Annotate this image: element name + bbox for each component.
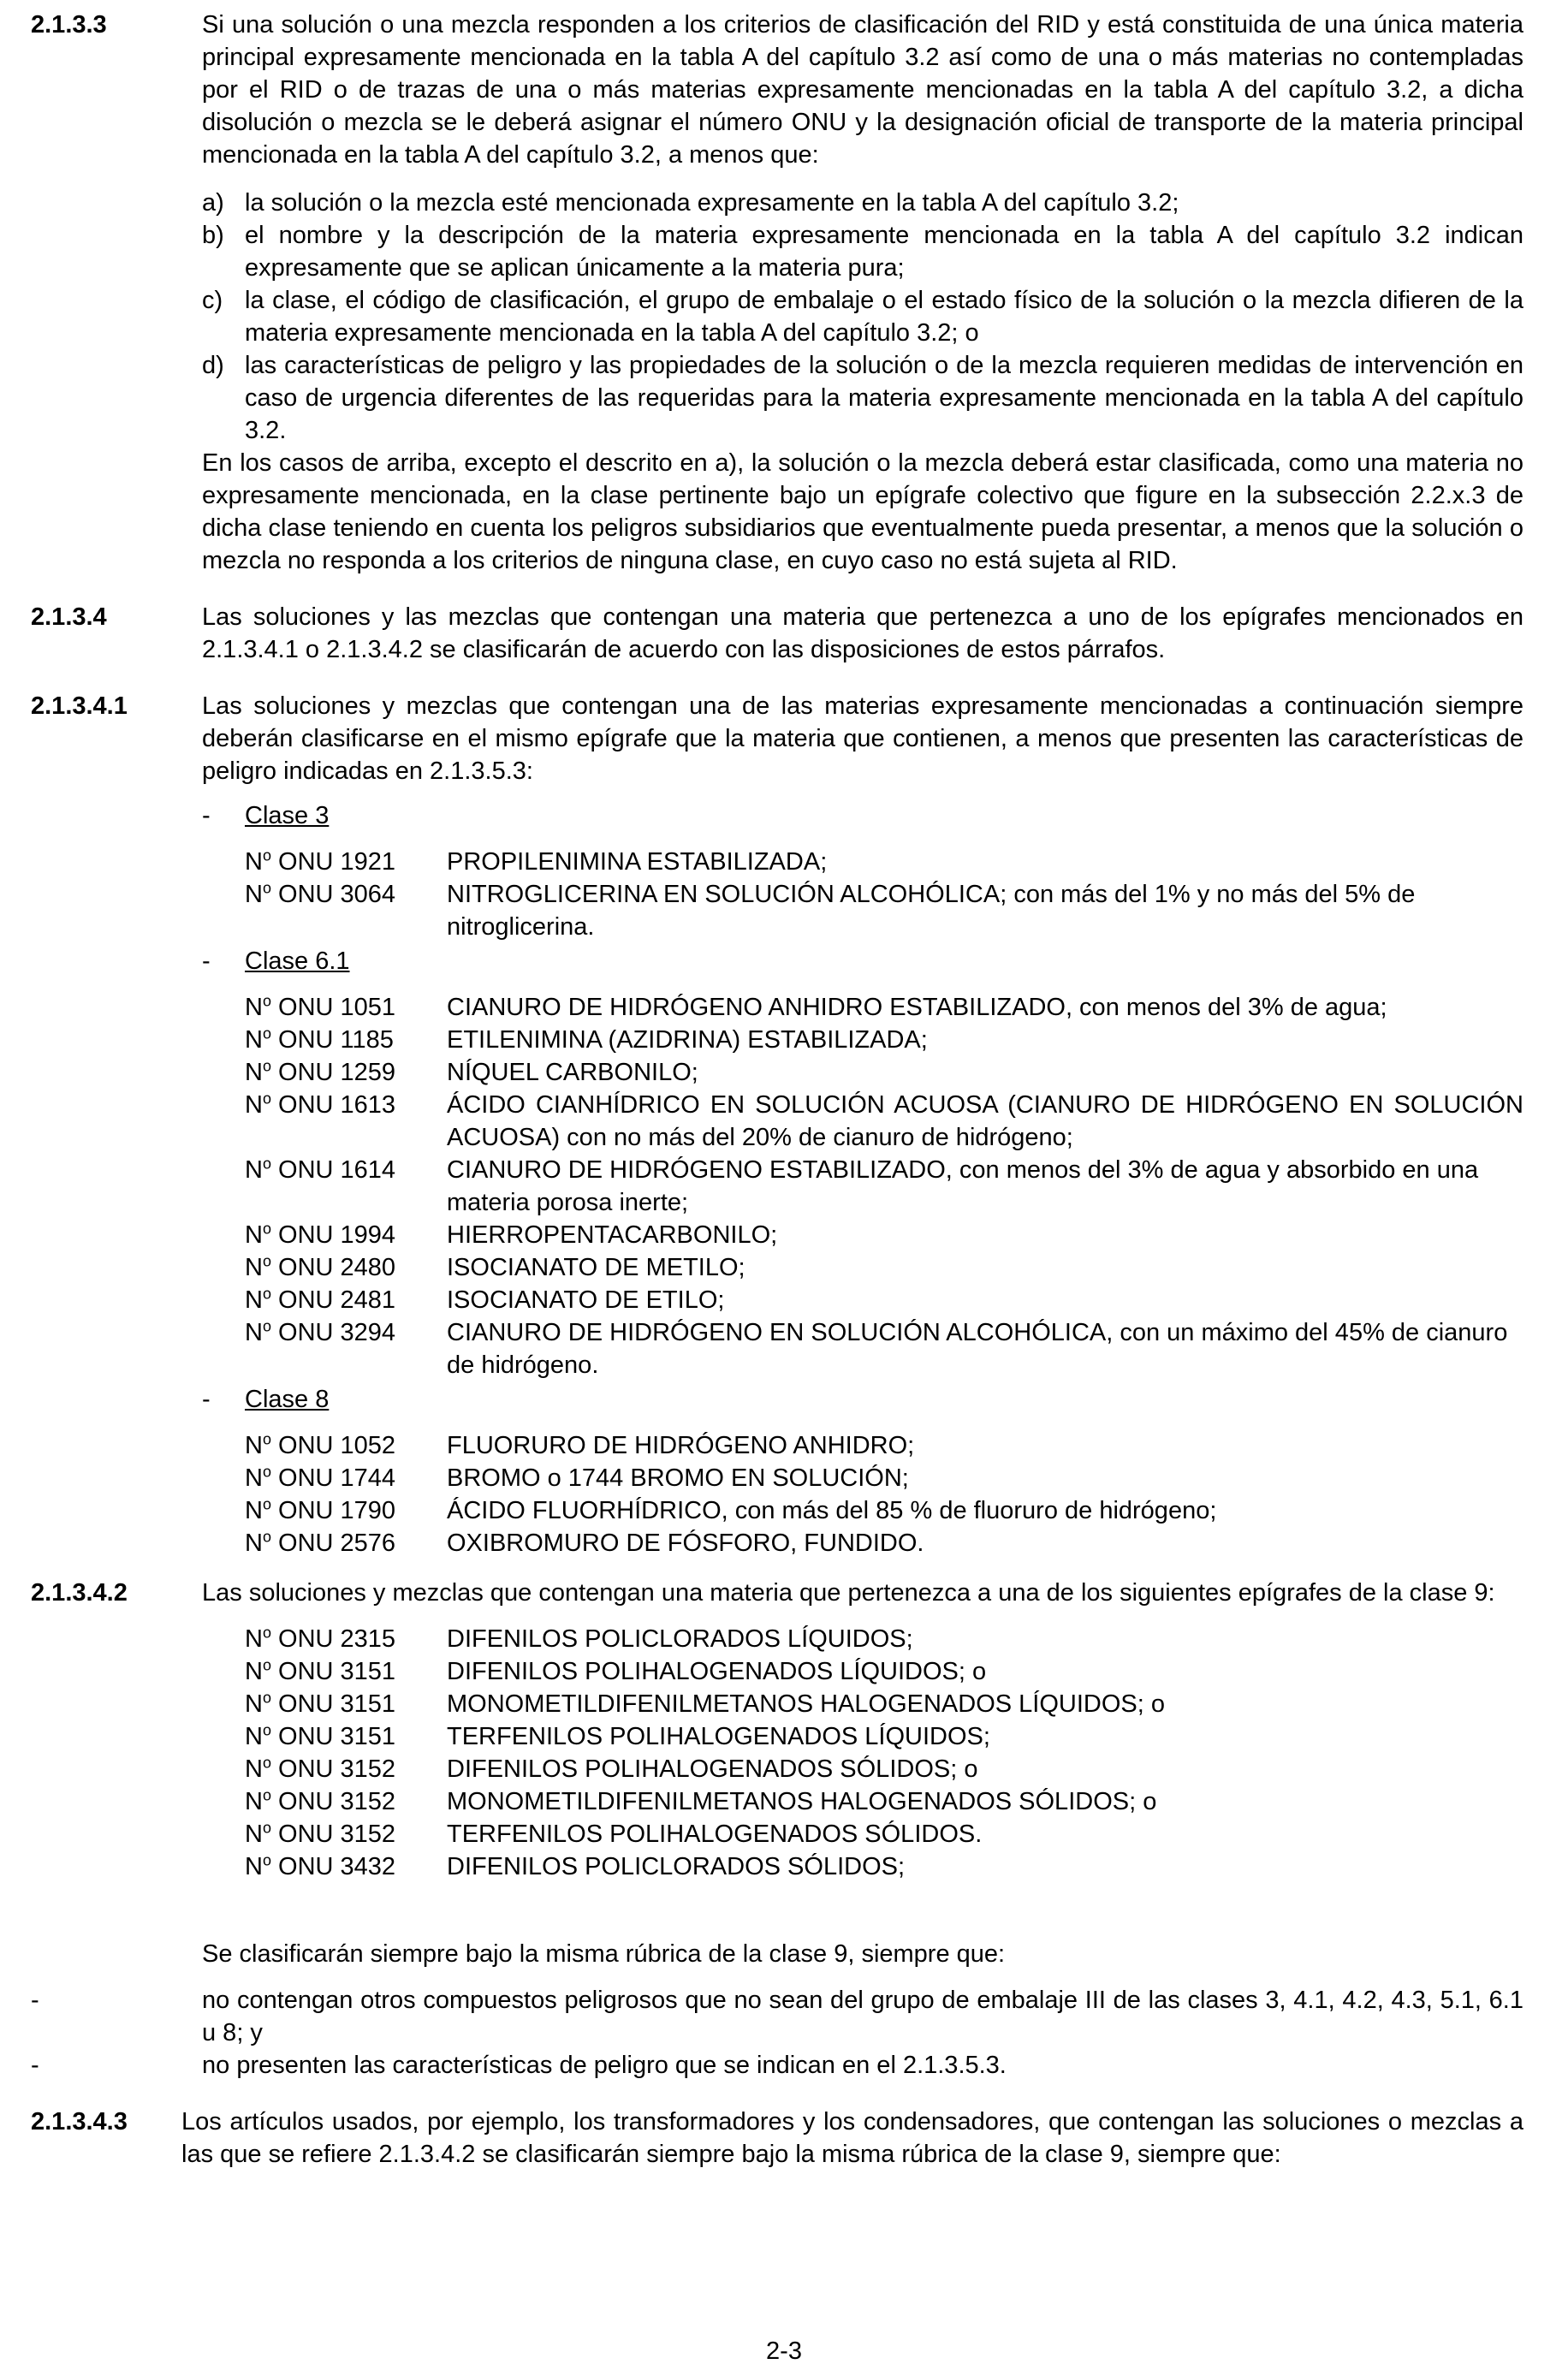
onu-entry: $N^o$ ONU 3152 TERFENILOS POLIHALOGENADOS SÓLIDOS. bbox=[245, 1819, 983, 1848]
list-item: c) la clase, el código de clasificación, el grupo de embalaje o el estado físico de la solución o la mezcla difieren de la materia expresamente mencionada en la tabla A del capítulo 3.2; o bbox=[202, 287, 1523, 347]
onu-entry: $N^o$ ONU 1613 ÁCIDO CIANHÍDRICO EN SOLUCIÓN ACUOSA (CIANURO DE HIDRÓGENO EN SOLUCIÓN ACUOSA) con no más del 20% de cianuro de hidrógeno; bbox=[245, 1090, 1523, 1151]
onu-entry: $N^o$ ONU 1921 PROPILENIMINA ESTABILIZADA; bbox=[245, 846, 828, 876]
class-heading: - Clase 3 bbox=[202, 802, 330, 829]
conditions-list bbox=[202, 187, 1523, 447]
onu-entry: $N^o$ ONU 3152 DIFENILOS POLIHALOGENADOS SÓLIDOS; o bbox=[245, 1754, 978, 1783]
section-2-1-3-4-2 bbox=[31, 1577, 1523, 1970]
list-item: b) el nombre y la descripción de la materia expresamente mencionada en la tabla A del capítulo 3.2 indican expresamente que se aplican únicamente a la materia pura; bbox=[202, 222, 1523, 282]
page-number: 2-3 bbox=[766, 2337, 802, 2365]
class-heading: - Clase 6.1 bbox=[202, 947, 350, 975]
onu-entry: $N^o$ ONU 1790 ÁCIDO FLUORHÍDRICO, con más del 85 % de fluoruro de hidrógeno; bbox=[245, 1495, 1217, 1524]
onu-entry: $N^o$ ONU 2576 OXIBROMURO DE FÓSFORO, FUNDIDO. bbox=[245, 1528, 924, 1557]
onu-entry: $N^o$ ONU 1185 ETILENIMINA (AZIDRINA) ESTABILIZADA; bbox=[245, 1025, 928, 1054]
section-2-1-3-4-1 bbox=[31, 690, 1523, 1559]
section-paragraph: Los artículos usados, por ejemplo, los transformadores y los condensadores, que contengan las soluciones o mezclas a las que se refiere 2.1.3.4.2 se clasificarán siempre bajo la misma rúbrica de la clase 9, siempre que: bbox=[181, 2108, 1523, 2168]
onu-entry: $N^o$ ONU 1744 BROMO o 1744 BROMO EN SOLUCIÓN; bbox=[245, 1463, 909, 1492]
onu-entry: $N^o$ ONU 2315 DIFENILOS POLICLORADOS LÍQUIDOS; bbox=[245, 1624, 913, 1653]
onu-entry: $N^o$ ONU 1614 CIANURO DE HIDRÓGENO ESTABILIZADO, con menos del 3% de agua y absorbido en una materia porosa inerte; bbox=[245, 1155, 1479, 1216]
section-paragraph: En los casos de arriba, excepto el descrito en a), la solución o la mezcla deberá estar clasificada, como una materia no expresamente mencionada, en la clase pertinente bajo un epígrafe colectivo que figure en la subsección 2.2.x.3 de dicha clase teniendo en cuenta los peligros subsidiarios que eventualmente pueda presentar, a menos que la solución o mezcla no responda a los criterios de ninguna clase, en cuyo caso no está sujeta al RID. bbox=[202, 449, 1523, 574]
onu-entry: $N^o$ ONU 1051 CIANURO DE HIDRÓGENO ANHIDRO ESTABILIZADO, con menos del 3% de agua; bbox=[245, 992, 1387, 1021]
onu-list-class-3 bbox=[245, 846, 1523, 943]
section-number: 2.1.3.4.3 bbox=[31, 2108, 128, 2135]
onu-entry: $N^o$ ONU 2480 ISOCIANATO DE METILO; bbox=[245, 1252, 745, 1281]
onu-entry: $N^o$ ONU 3151 DIFENILOS POLIHALOGENADOS LÍQUIDOS; o bbox=[245, 1656, 987, 1685]
onu-list-class-8 bbox=[245, 1429, 1523, 1559]
section-number: 2.1.3.4.2 bbox=[31, 1579, 128, 1607]
onu-list-class-6-1 bbox=[245, 991, 1523, 1381]
section-number: 2.1.3.4.1 bbox=[31, 692, 128, 720]
section-2-1-3-3 bbox=[31, 9, 1523, 577]
list-item: d) las características de peligro y las propiedades de la solución o de la mezcla requieren medidas de intervención en caso de urgencia diferentes de las requeridas para la materia expresamente mencionada en la tabla A del capítulo 3.2. bbox=[202, 352, 1523, 444]
onu-entry: $N^o$ ONU 1994 HIERROPENTACARBONILO; bbox=[245, 1220, 778, 1249]
onu-entry: $N^o$ ONU 3151 TERFENILOS POLIHALOGENADOS LÍQUIDOS; bbox=[245, 1721, 990, 1750]
onu-list-class-9 bbox=[245, 1623, 1523, 1883]
section-number: 2.1.3.3 bbox=[31, 11, 107, 39]
onu-entry: $N^o$ ONU 2481 ISOCIANATO DE ETILO; bbox=[245, 1285, 725, 1314]
section-number: 2.1.3.4 bbox=[31, 603, 107, 631]
onu-entry: $N^o$ ONU 3294 CIANURO DE HIDRÓGENO EN SOLUCIÓN ALCOHÓLICA, con un máximo del 45% de cianuro de hidrógeno. bbox=[245, 1317, 1508, 1379]
onu-entry: $N^o$ ONU 3152 MONOMETILDIFENILMETANOS HALOGENADOS SÓLIDOS; o bbox=[245, 1786, 1157, 1815]
section-2-1-3-4 bbox=[31, 601, 1523, 666]
onu-entry: $N^o$ ONU 3151 MONOMETILDIFENILMETANOS HALOGENADOS LÍQUIDOS; o bbox=[245, 1689, 1165, 1718]
section-paragraph: Se clasificarán siempre bajo la misma rúbrica de la clase 9, siempre que: bbox=[202, 1940, 1006, 1968]
list-item: - no contengan otros compuestos peligrosos que no sean del grupo de embalaje III de las clases 3, 4.1, 4.2, 4.3, 5.1, 6.1 u 8; y bbox=[31, 1987, 1523, 2046]
class-9-conditions bbox=[31, 1984, 1523, 2082]
section-paragraph: Las soluciones y las mezclas que contengan una materia que pertenezca a uno de los epígrafes mencionados en 2.1.3.4.1 o 2.1.3.4.2 se clasificarán de acuerdo con las disposiciones de estos párrafos. bbox=[202, 603, 1523, 663]
onu-entry: $N^o$ ONU 3064 NITROGLICERINA EN SOLUCIÓN ALCOHÓLICA; con más del 1% y no más del 5% de nitroglicerina. bbox=[245, 879, 1416, 941]
section-2-1-3-4-3 bbox=[31, 2106, 1523, 2171]
onu-entry: $N^o$ ONU 1259 NÍQUEL CARBONILO; bbox=[245, 1057, 698, 1086]
document-page bbox=[31, 9, 1523, 2171]
list-item: a) la solución o la mezcla esté mencionada expresamente en la tabla A del capítulo 3.2; bbox=[202, 189, 1179, 217]
section-paragraph: Las soluciones y mezclas que contengan una materia que pertenezca a una de los siguientes epígrafes de la clase 9: bbox=[202, 1579, 1495, 1607]
class-heading: - Clase 8 bbox=[202, 1386, 330, 1413]
onu-entry: $N^o$ ONU 3432 DIFENILOS POLICLORADOS SÓLIDOS; bbox=[245, 1851, 906, 1880]
section-paragraph: Las soluciones y mezclas que contengan una de las materias expresamente mencionadas a continuación siempre deberán clasificarse en el mismo epígrafe que la materia que contienen, a menos que presenten las características de peligro indicadas en 2.1.3.5.3: bbox=[202, 692, 1523, 785]
list-item: - no presenten las características de peligro que se indican en el 2.1.3.5.3. bbox=[31, 2052, 1007, 2079]
section-paragraph: Si una solución o una mezcla responden a los criterios de clasificación del RID y está constituida de una única materia principal expresamente mencionada en la tabla A del capítulo 3.2 así como de una o más materias no contempladas por el RID o de trazas de una o más materias expresamente mencionadas en la tabla A del capítulo 3.2, a dicha disolución o mezcla se le deberá asignar el número ONU y la designación oficial de transporte de la materia principal mencionada en la tabla A del capítulo 3.2, a menos que: bbox=[202, 11, 1523, 169]
onu-entry: $N^o$ ONU 1052 FLUORURO DE HIDRÓGENO ANHIDRO; bbox=[245, 1430, 915, 1459]
